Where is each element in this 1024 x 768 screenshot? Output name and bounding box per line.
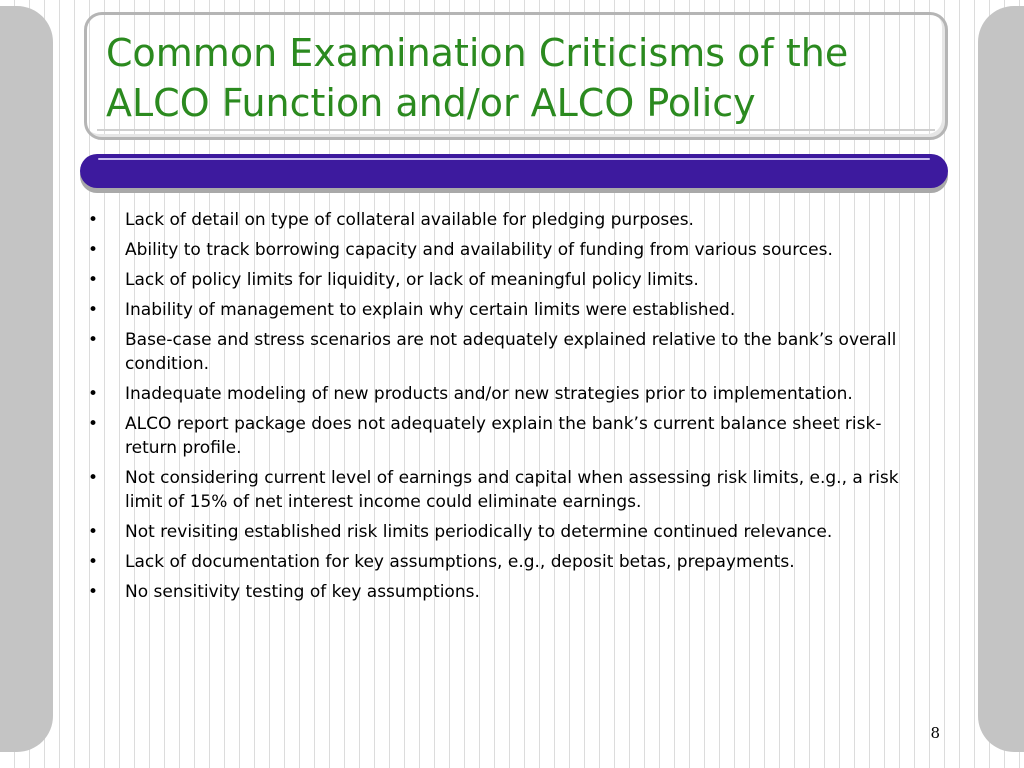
bullet-item xyxy=(86,550,931,574)
bullet-item xyxy=(86,238,931,262)
bullet-dot-icon: • xyxy=(88,270,99,290)
bullet-item xyxy=(86,520,931,544)
bullet-dot-icon: • xyxy=(88,330,99,350)
bullet-item xyxy=(86,466,931,514)
slide-title xyxy=(106,28,926,128)
bullet-dot-icon: • xyxy=(88,414,99,434)
bullet-item xyxy=(86,298,931,322)
bullet-text: ALCO report package does not adequately explain the bank’s current balance sheet risk-return profile. xyxy=(125,414,882,458)
bullet-dot-icon: • xyxy=(88,522,99,542)
slide-title-line-1: Common Examination Criticisms of the xyxy=(106,31,849,75)
bullet-text: Base-case and stress scenarios are not adequately explained relative to the bank’s overall condition. xyxy=(125,330,897,374)
bullet-item xyxy=(86,208,931,232)
bullet-dot-icon: • xyxy=(88,582,99,602)
bullet-text: No sensitivity testing of key assumptions. xyxy=(125,582,480,602)
bullet-item xyxy=(86,382,931,406)
page-number: 8 xyxy=(930,724,940,742)
bullet-dot-icon: • xyxy=(88,552,99,572)
title-divider-bar xyxy=(80,154,948,188)
bullet-text: Ability to track borrowing capacity and availability of funding from various sources. xyxy=(125,240,833,260)
bullet-text: Lack of policy limits for liquidity, or lack of meaningful policy limits. xyxy=(125,270,699,290)
bullet-item xyxy=(86,268,931,292)
bullet-item xyxy=(86,328,931,376)
right-decorative-bar xyxy=(978,6,1024,752)
slide-title-line-2: ALCO Function and/or ALCO Policy xyxy=(106,81,756,125)
bullet-text: Inability of management to explain why certain limits were established. xyxy=(125,300,736,320)
bullet-text: Lack of detail on type of collateral available for pledging purposes. xyxy=(125,210,694,230)
bullet-text: Lack of documentation for key assumptions, e.g., deposit betas, prepayments. xyxy=(125,552,795,572)
bullet-dot-icon: • xyxy=(88,210,99,230)
bullet-dot-icon: • xyxy=(88,468,99,488)
left-decorative-bar xyxy=(0,6,53,752)
bullet-list xyxy=(86,208,931,610)
bullet-text: Inadequate modeling of new products and/or new strategies prior to implementation. xyxy=(125,384,853,404)
bullet-text: Not considering current level of earnings and capital when assessing risk limits, e.g., a risk limit of 15% of net interest income could eliminate earnings. xyxy=(125,468,899,512)
bullet-item xyxy=(86,412,931,460)
bullet-dot-icon: • xyxy=(88,300,99,320)
bullet-dot-icon: • xyxy=(88,384,99,404)
bullet-dot-icon: • xyxy=(88,240,99,260)
bullet-text: Not revisiting established risk limits periodically to determine continued relevance. xyxy=(125,522,833,542)
bullet-item xyxy=(86,580,931,604)
